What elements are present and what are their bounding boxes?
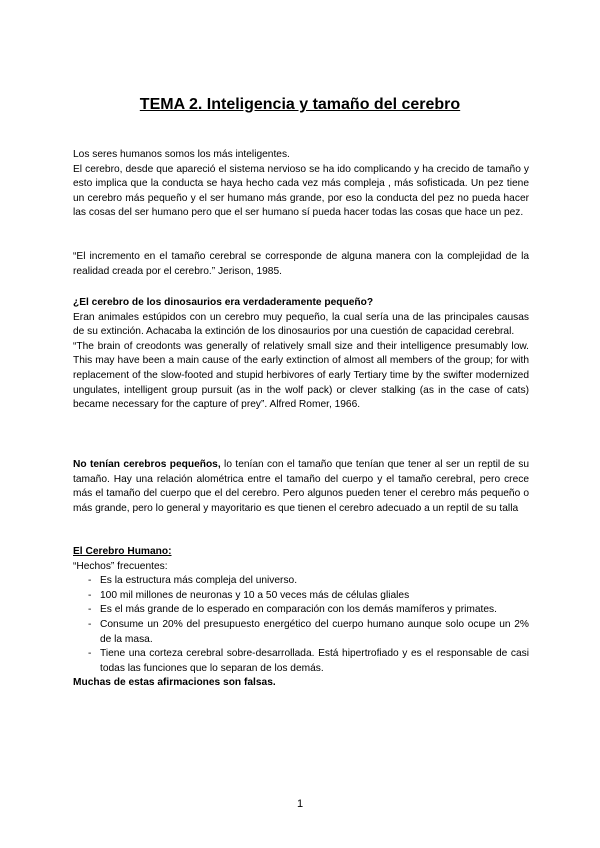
jerison-quote-section: [73, 250, 529, 279]
conclusion-paragraph: [73, 458, 529, 516]
intro-line: Los seres humanos somos los más inteligentes.: [73, 149, 290, 160]
conclusion-section: [73, 458, 529, 516]
list-item: - Es la estructura más compleja del universo.: [73, 574, 529, 589]
dinosaurs-section: [73, 296, 529, 413]
dinosaurs-paragraph: Eran animales estúpidos con un cerebro muy pequeño, la cual sería una de las principales causas de su extinción. Achacaba la extinción de los dinosaurios por una cuestión de capacidad cerebral.: [73, 311, 529, 338]
list-item: - Es el más grande de lo esperado en comparación con los demás mamíferos y primates.: [73, 603, 529, 618]
jerison-quote: “El incremento en el tamaño cerebral se corresponde de alguna manera con la complejidad de la realidad creada por el cerebro.” Jerison, 1985.: [73, 251, 529, 277]
closing-statement: Muchas de estas afirmaciones son falsas.: [73, 677, 276, 689]
facts-label: “Hechos” frecuentes:: [73, 560, 168, 572]
romer-quote: “The brain of creodonts was generally of relatively small size and their intelligence presumably low. This may have been a main cause of the early extinction of almost all members of the group; for with replacement of the slow-footed and stupid herbivores of early Tertiary time by the swifter modernized ungulates, intelligent group pursuit (as in the wolf pack) or clever stalking (as in the case of cats) became necessary for the capture of prey”. Alfred Romer, 1966.: [73, 340, 529, 411]
list-item: - 100 mil millones de neuronas y 10 a 50 veces más de células gliales: [73, 589, 529, 604]
page-number: 1: [296, 798, 304, 810]
intro-section: [73, 148, 529, 221]
page-title: TEMA 2. Inteligencia y tamaño del cerebro: [139, 96, 461, 113]
list-item: - Consume un 20% del presupuesto energético del cuerpo humano aunque solo ocupe un 2% de la masa.: [73, 618, 529, 647]
intro-paragraph: El cerebro, desde que apareció el sistema nervioso se ha ido complicando y ha crecido de tamaño y esto implica que la conducta se haya hecho cada vez más compleja , más sofisticada. Un pez tiene un cerebro más pequeño y el ser humano más grande, por eso la conducta del pez no pueda hacer las cosas del ser humano pero que el ser humano sí pueda hacer todas las cosas que hace un pez.: [73, 163, 529, 219]
list-item: - Tiene una corteza cerebral sobre-desarrollada. Está hipertrofiado y es el responsable de casi todas las funciones que lo separan de los demás.: [73, 647, 529, 676]
human-brain-heading: El Cerebro Humano:: [73, 546, 172, 557]
human-brain-section: [73, 545, 529, 691]
conclusion-rest: lo tenían con el tamaño que tenían que tener al ser un reptil de su tamaño. Hay una relación alométrica entre el tamaño del cuerpo y el tamaño cerebral, pero crece más el tamaño del cuerpo que el del cerebro. Pero algunos pueden tener el cerebro más pequeño o más grande, pero lo general y mayoritario es que tienen el cerebro adecuado a un reptil de su talla: [73, 459, 529, 514]
facts-list: [73, 574, 529, 676]
dinosaurs-heading: ¿El cerebro de los dinosaurios era verdaderamente pequeño?: [73, 297, 374, 308]
conclusion-bold-lead: No tenían cerebros pequeños,: [73, 459, 221, 470]
